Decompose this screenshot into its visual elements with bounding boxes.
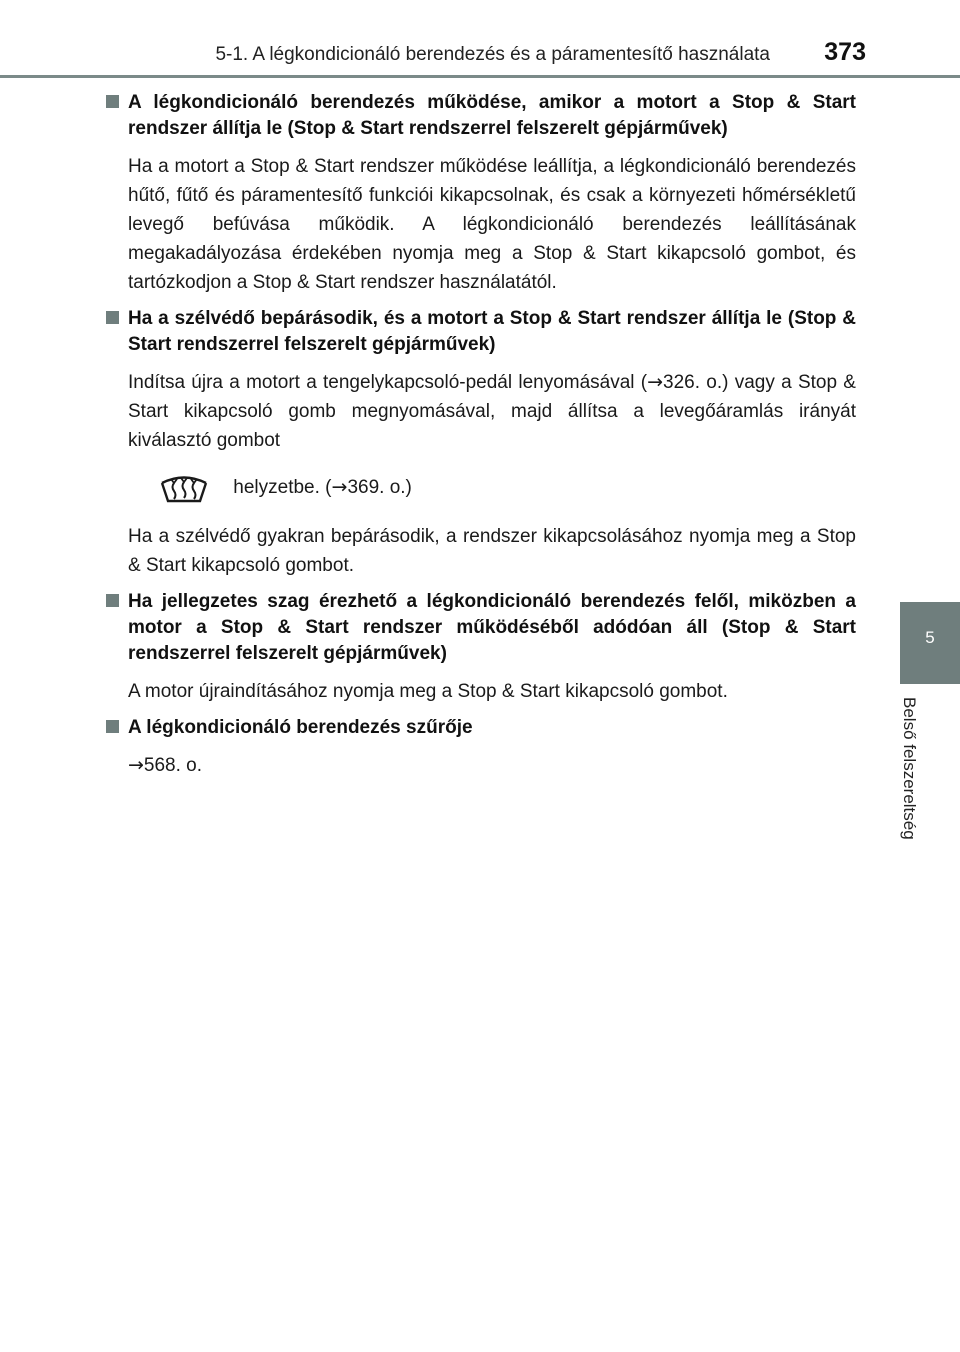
section-heading-text: Ha jellegzetes szag érezhető a légkondicionáló berendezés felől, miközben a motor a Stop & Start rendszer működéséből adódóan áll (Stop & Start rendszerrel felszerelt gépjárművek): [128, 591, 856, 664]
page-header: [0, 0, 880, 78]
chapter-title: 5-1. A légkondicionáló berendezés és a páramentesítő használata: [215, 44, 770, 65]
chapter-tab: [900, 602, 960, 684]
page-reference-326[interactable]: 326. o.) vagy a Stop & Start kikapcsoló gomb megnyomásával, majd állítsa a levegőáramlás irányát kiválasztó gombot: [128, 372, 856, 451]
page-content: [106, 90, 856, 789]
section-body: Ha a motort a Stop & Start rendszer működése leállítja, a légkondicionáló berendezés hűtő, fűtő és páramentesítő funkciói kikapcsolnak, és csak a környezeti hőmérsékletű levegő befúvása működik. A légkondicionáló berendezés leállításának megakadályozása érdekében nyomja meg a Stop & Start kikapcsoló gombot, és tartózkodjon a Stop & Start rendszer használatától.: [128, 156, 856, 293]
square-bullet-icon: [106, 95, 119, 108]
page-ref-arrow: →: [647, 371, 664, 393]
section-body: [128, 368, 856, 455]
page-ref-arrow: →: [128, 754, 144, 776]
page-reference-369[interactable]: 369. o.): [347, 477, 412, 498]
section-body: A motor újraindításához nyomja meg a Stop & Start kikapcsoló gombot.: [128, 681, 728, 702]
header-divider: [0, 75, 960, 78]
section-body: Ha a szélvédő gyakran bepárásodik, a rendszer kikapcsolásához nyomja meg a Stop & Start kikapcsoló gombot.: [128, 526, 856, 576]
page-ref-arrow: →: [331, 476, 348, 498]
body-text: Indítsa újra a motort a tengelykapcsoló-pedál lenyomásával (: [128, 372, 648, 393]
section-heading: [106, 306, 856, 358]
page-number: 373: [824, 38, 866, 66]
section-odor: [106, 589, 856, 706]
chapter-side-label: [899, 697, 939, 897]
chapter-tab-number: 5: [925, 628, 935, 647]
section-body-icon-line: [128, 467, 856, 508]
body-text: helyzetbe. (: [233, 477, 332, 498]
section-stop-start-ac: [106, 90, 856, 297]
section-windshield-fog: [106, 306, 856, 580]
section-heading-text: A légkondicionáló berendezés szűrője: [128, 717, 473, 738]
chapter-side-label-text: Belső felszereltség: [900, 697, 919, 840]
page-reference-568[interactable]: 568. o.: [143, 755, 203, 776]
square-bullet-icon: [106, 594, 119, 607]
windshield-defroster-icon: [158, 471, 210, 505]
section-heading: [106, 715, 856, 741]
square-bullet-icon: [106, 720, 119, 733]
section-heading: [106, 589, 856, 667]
section-heading-text: Ha a szélvédő bepárásodik, és a motort a Stop & Start rendszer állítja le (Stop & Start rendszerrel felszerelt gépjárművek): [128, 308, 856, 355]
section-body: [128, 751, 856, 780]
section-heading: [106, 90, 856, 142]
square-bullet-icon: [106, 311, 119, 324]
section-ac-filter: [106, 715, 856, 780]
section-heading-text: A légkondicionáló berendezés működése, amikor a motort a Stop & Start rendszer állítja le (Stop & Start rendszerrel felszerelt gépjárművek): [128, 92, 856, 139]
